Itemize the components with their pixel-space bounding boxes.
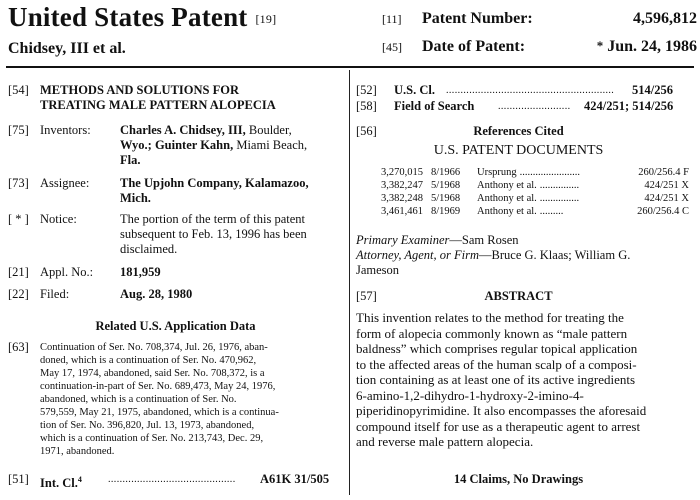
abstract-line: piperidinopyrimidine. It also encompasses the aforesaid xyxy=(356,403,647,418)
reference-row xyxy=(381,205,691,218)
field-refs-cited: [56] References Cited xyxy=(356,124,564,138)
continuation-text xyxy=(40,341,342,458)
field-search: [58] Field of Search ......................... 424/251; 514/256 xyxy=(356,99,674,113)
reference-leader-dots: ............... xyxy=(539,193,580,204)
reference-name xyxy=(477,205,607,218)
field-title: [54] METHODS AND SOLUTIONS FOR TREATING MALE PATTERN ALOPECIA xyxy=(8,83,276,112)
reference-num: 3,461,461 xyxy=(381,206,423,217)
reference-cls: 424/251 X xyxy=(644,193,689,204)
continuation-line: tion of Ser. No. 396,820, Jul. 13, 1973, abandoned, xyxy=(40,420,255,431)
reference-date: 5/1968 xyxy=(431,180,461,191)
title-code: [19] xyxy=(255,12,277,27)
reference-name-text: Ursprung xyxy=(477,167,517,178)
abstract-line: tion containing as at least one of its active ingredients xyxy=(356,372,636,387)
patent-number: 4,596,812 xyxy=(633,10,697,27)
field-int-cl: [51] Int. Cl.$^4$ ............................................ A61K 31/505 xyxy=(8,472,330,491)
continuation-line: doned, which is a continuation of Ser. No. 470,962, xyxy=(40,355,257,366)
field-assignee: [73] Assignee: The Upjohn Company, Kalamazoo, Mich. xyxy=(8,176,309,205)
field-abstract-head: [57] ABSTRACT xyxy=(356,289,553,303)
us-patent-docs-heading: U.S. PATENT DOCUMENTS xyxy=(433,143,604,158)
inventors-short: Chidsey, III et al. xyxy=(8,40,126,57)
reference-list xyxy=(381,166,691,218)
continuation-line: 579,559, May 21, 1975, abandoned, which is a continua- xyxy=(40,407,279,418)
reference-leader-dots: ....................... xyxy=(519,167,581,178)
abstract-text xyxy=(356,310,689,450)
abstract-line: and reverse male pattern alopecia. xyxy=(356,434,534,449)
field-notice: [ * ] Notice: The portion of the term of this patent subsequent to Feb. 13, 1996 has been disclaimed. xyxy=(8,212,307,256)
reference-name-text: Anthony et al. xyxy=(477,180,537,191)
abstract-line: This invention relates to the method for treating the xyxy=(356,310,624,325)
reference-cls: 424/251 X xyxy=(644,180,689,191)
header-rule xyxy=(6,66,694,68)
reference-date: 8/1966 xyxy=(431,167,461,178)
reference-num: 3,382,247 xyxy=(381,180,423,191)
continuation-line: Continuation of Ser. No. 708,374, Jul. 26, 1976, aban- xyxy=(40,342,268,353)
related-data-heading: Related U.S. Application Data xyxy=(95,319,256,333)
continuation-line: May 17, 1974, abandoned, said Ser. No. 708,372, is a xyxy=(40,368,265,379)
field-inventors: [75] Inventors: Charles A. Chidsey, III, Boulder, Wyo.; Guinter Kahn, Miami Beach, Fla. xyxy=(8,123,308,167)
attorney: Attorney, Agent, or Firm—Bruce G. Klaas; William G. xyxy=(356,248,631,262)
reference-name xyxy=(477,179,607,192)
reference-name-text: Anthony et al. xyxy=(477,206,537,217)
claims-summary: 14 Claims, No Drawings xyxy=(453,472,584,486)
reference-date: 8/1969 xyxy=(431,206,461,217)
continuation-line: continuation-in-part of Ser. No. 689,473, May 24, 1976, xyxy=(40,381,276,392)
abstract-line: form of alopecia commonly known as “male pattern xyxy=(356,325,628,341)
patent-title: United States Patent [19] xyxy=(8,2,277,32)
reference-leader-dots: ............... xyxy=(539,180,580,191)
reference-cls: 260/256.4 F xyxy=(638,167,689,178)
continuation-line: abandoned, which is a continuation of Ser. No. xyxy=(40,394,237,405)
continuation-line: which is a continuation of Ser. No. 213,743, Dec. 29, xyxy=(40,433,264,444)
primary-examiner: Primary Examiner—Sam Rosen xyxy=(356,233,519,247)
abstract-line: baldness” which comprises regular topical application xyxy=(356,341,638,356)
examiner-block: Primary Examiner—Sam Rosen Attorney, Agent, or Firm—Bruce G. Klaas; William G. Jameson xyxy=(356,233,692,278)
date-row: [45] Date of Patent: * Jun. 24, 1986 xyxy=(382,38,697,55)
reference-row xyxy=(381,179,691,192)
patent-date: * Jun. 24, 1986 xyxy=(596,38,697,55)
continuation-line: 1971, abandoned. xyxy=(40,446,115,457)
reference-num: 3,270,015 xyxy=(381,167,423,178)
reference-name xyxy=(477,192,607,205)
field-filed: [22] Filed: Aug. 28, 1980 xyxy=(8,287,193,301)
abstract-line: compound itself for use as a therapeutic agent to arrest xyxy=(356,418,641,434)
field-continuation: [63] Continuation of Ser. No. 708,374, Jul. 26, 1976, aban- doned, which is a continuation of Ser. No. 470,962, May 17, 1974, abandoned, said Ser. No. 708,372, is a continuation-in-part of Ser. No. 689,473, May 24, 1976, abandoned, which is a continuation of Ser. No. 579,559, May 21, 1975, abandoned, which is a continua- tion of Ser. No. 396,820, Jul. 13, 1973, abandoned, which is a continuation of Ser. No. 213,743, Dec. 29, 1971, abandoned. xyxy=(8,340,348,465)
reference-cls: 260/256.4 C xyxy=(637,206,689,217)
reference-row xyxy=(381,192,691,205)
reference-date: 5/1968 xyxy=(431,193,461,204)
abstract-line: 6-amino-1,2-dihydro-1-hydroxy-2-imino-4- xyxy=(356,387,584,403)
field-appl-no: [21] Appl. No.: 181,959 xyxy=(8,265,161,279)
field-us-cl: [52] U.S. Cl. .......................................................... 514/256 xyxy=(356,83,673,97)
reference-row xyxy=(381,166,691,179)
abstract-line: to the affected areas of the human scalp of a composi- xyxy=(356,356,637,372)
reference-num: 3,382,248 xyxy=(381,193,423,204)
reference-name xyxy=(477,166,607,179)
patent-number-row: [11] Patent Number: 4,596,812 xyxy=(382,10,697,27)
column-divider xyxy=(349,70,350,495)
reference-leader-dots: ......... xyxy=(539,206,564,217)
reference-name-text: Anthony et al. xyxy=(477,193,537,204)
